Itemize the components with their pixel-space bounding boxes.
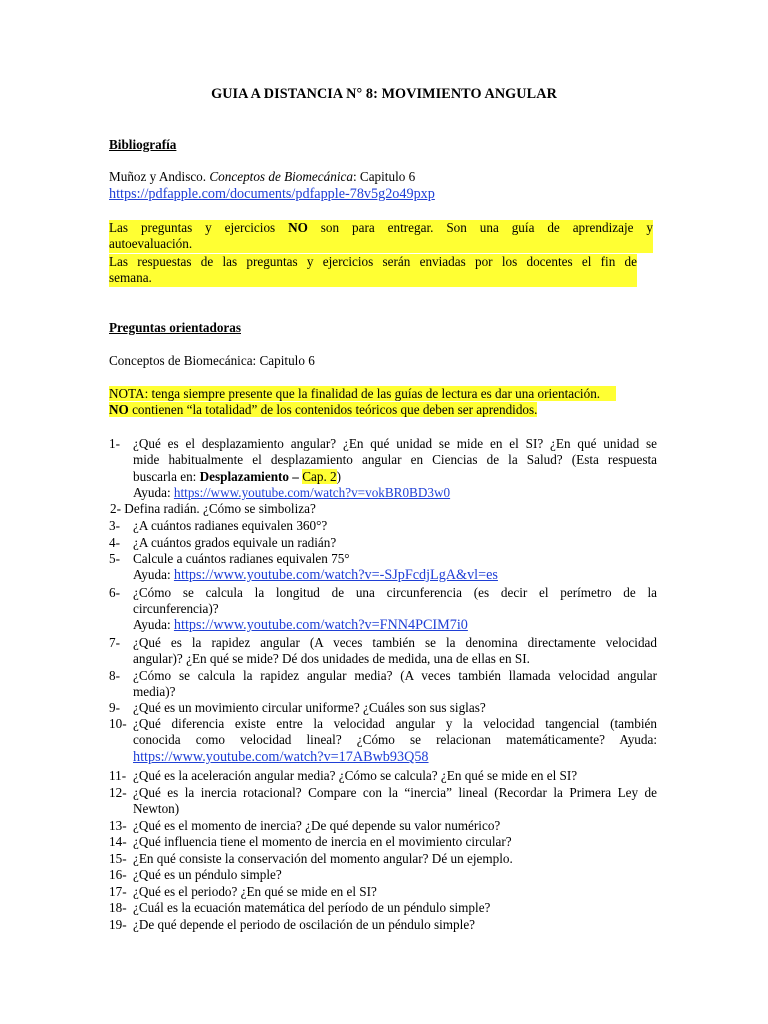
note-block xyxy=(109,386,616,419)
notice-line-4: semana. xyxy=(109,270,152,286)
question-6-video-link[interactable]: https://www.youtube.com/watch?v=FNN4PCIM7i0 xyxy=(173,617,468,633)
question-10-video-link[interactable]: https://www.youtube.com/watch?v=17ABwb93Q58 xyxy=(133,748,429,765)
note-line-2: NO contienen “la totalidad” de los contenidos teóricos que deben ser aprendidos. xyxy=(109,402,538,418)
question-9: 9- ¿Qué es un movimiento circular uniforme? ¿Cuáles son sus siglas? xyxy=(109,700,486,715)
question-13: 13- ¿Qué es el momento de inercia? ¿De qué depende su valor numérico? xyxy=(109,818,501,833)
questions-heading: Preguntas orientadoras xyxy=(109,320,241,335)
notice-line-1: Las preguntas y ejercicios NO son para entregar. Son una guía de aprendizaje y xyxy=(109,220,653,235)
questions-subtitle: Conceptos de Biomecánica: Capitulo 6 xyxy=(109,353,315,368)
question-5: 5- Calcule a cuántos radianes equivalen 75° xyxy=(109,551,350,566)
page-title: GUIA A DISTANCIA N° 8: MOVIMIENTO ANGULAR xyxy=(211,86,557,102)
question-1: 1- ¿Qué es el desplazamiento angular? ¿En qué unidad se mide en el SI? ¿En qué unidad se mide habitualmente el desplazamiento angular en Ciencias de la Salud? (Esta respuesta buscarla en: Desplazamiento – Cap. 2) xyxy=(109,436,657,484)
bibliography-link[interactable]: https://pdfapple.com/documents/pdfapple-78v5g2o49pxp xyxy=(109,186,435,202)
question-1-help: Ayuda: https://www.youtube.com/watch?v=vokBR0BD3w0 xyxy=(133,485,451,500)
question-2: 2- Defina radián. ¿Cómo se simboliza? xyxy=(110,501,316,516)
question-5-video-link[interactable]: https://www.youtube.com/watch?v=-SJpFcdjLgA&vl=es xyxy=(173,567,498,583)
note-line-1: NOTA: tenga siempre presente que la finalidad de las guías de lectura es dar una orientación. xyxy=(109,386,616,401)
question-6-help: Ayuda: https://www.youtube.com/watch?v=FNN4PCIM7i0 xyxy=(133,617,468,633)
question-1-video-link[interactable]: https://www.youtube.com/watch?v=vokBR0BD3w0 xyxy=(173,485,451,500)
question-18: 18- ¿Cuál es la ecuación matemática del período de un péndulo simple? xyxy=(109,900,491,915)
question-6: 6- ¿Cómo se calcula la longitud de una circunferencia (es decir el perímetro de la circunferencia)? xyxy=(109,585,657,617)
question-8: 8- ¿Cómo se calcula la rapidez angular media? (A veces también llamada velocidad angular media)? xyxy=(109,668,657,700)
reference-book-title: Conceptos de Biomecánica xyxy=(209,169,353,184)
question-19: 19- ¿De qué depende el periodo de oscilación de un péndulo simple? xyxy=(109,917,476,932)
notice-line-2: autoevaluación. xyxy=(109,236,193,252)
chapter-highlight: Cap. 2 xyxy=(302,468,337,484)
question-4: 4- ¿A cuántos grados equivale un radián? xyxy=(109,535,337,550)
question-7: 7- ¿Qué es la rapidez angular (A veces también se la denomina directamente velocidad angular)? ¿En qué se mide? Dé dos unidades de medida, una de ellas en SI. xyxy=(109,635,657,667)
question-14: 14- ¿Qué influencia tiene el momento de inercia en el movimiento circular? xyxy=(109,834,512,849)
notice-line-3: Las respuestas de las preguntas y ejercicios serán enviadas por los docentes el fin de xyxy=(109,254,637,269)
reference-authors: Muñoz y Andisco. xyxy=(109,169,210,184)
question-17: 17- ¿Qué es el periodo? ¿En qué se mide en el SI? xyxy=(109,884,377,899)
bibliography-reference xyxy=(109,169,415,185)
question-16: 16- ¿Qué es un péndulo simple? xyxy=(109,867,282,882)
notice-block xyxy=(109,220,653,253)
question-12: 12- ¿Qué es la inercia rotacional? Compare con la “inercia” lineal (Recordar la Primera Ley de Newton) xyxy=(109,785,657,817)
question-5-help: Ayuda: https://www.youtube.com/watch?v=-SJpFcdjLgA&vl=es xyxy=(133,567,498,583)
reference-chapter: : Capitulo 6 xyxy=(352,169,416,184)
question-15: 15- ¿En qué consiste la conservación del momento angular? Dé un ejemplo. xyxy=(109,851,513,866)
question-10: 10- ¿Qué diferencia existe entre la velocidad angular y la velocidad tangencial (también conocida como velocidad lineal? ¿Cómo se relacionan matemáticamente? Ayuda: https://www.youtube.com/watch?v=17ABwb93Q58 xyxy=(109,716,657,765)
question-3: 3- ¿A cuántos radianes equivalen 360°? xyxy=(109,518,328,533)
notice-block-2 xyxy=(109,254,637,287)
question-11: 11- ¿Qué es la aceleración angular media? ¿Cómo se calcula? ¿En qué se mide en el SI? xyxy=(109,768,578,783)
bibliography-heading: Bibliografía xyxy=(109,137,177,152)
question-number: 1- xyxy=(109,436,120,451)
